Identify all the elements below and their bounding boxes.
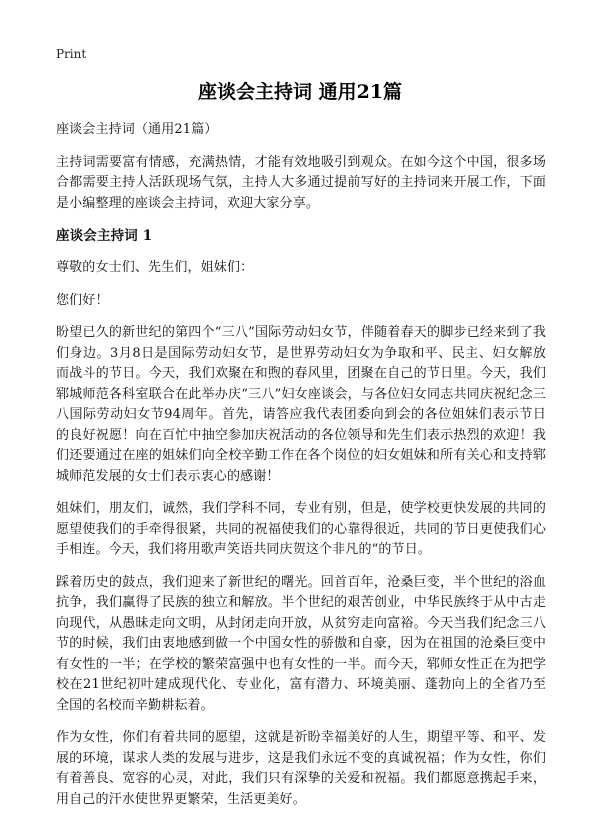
hello-line: 您们好！ xyxy=(56,292,109,308)
body-paragraph: 盼望已久的新世纪的第四个“三八”国际劳动妇女节，伴随着春天的脚步已经来到了我们身边。3月8日是国际劳动妇女节，是世界劳动妇女为争取和平、民主、妇女解放而战斗的节日。今天，我们欢聚在和煦的春风里，团聚在自己的节日里。今天，我们郓城师范各科室联合在此举办庆“三八”妇女座谈会，与各位妇女同志共同庆祝纪念三八国际劳动妇女节94周年。首先，请答应我代表团委向到会的各位姐妹们表示节日的良好祝愿！向在百忙中抽空参加庆祝活动的各位领导和先生们表示热烈的欢迎！我们还要通过在座的姐妹们向全校辛勤工作在各个岗位的妇女姐妹和所有关心和支持郓城师范发展的女士们表示衷心的感谢！ xyxy=(56,325,546,484)
body-paragraph: 作为女性，你们有着共同的愿望，这就是祈盼幸福美好的人生，期望平等、和平、发展的环境，谋求人类的发展与进步，这是我们永远不变的真诚祝福；作为女性，你们有着善良、宽容的心灵，对此，我们只有深挚的关爱和祝福。我们都愿意携起手来，用自己的汗水使世界更繁荣，生活更美好。 xyxy=(56,730,546,807)
intro-paragraph: 主持词需要富有情感，充满热情，才能有效地吸引到观众。在如今这个中国，很多场合都需要主持人活跃现场气氛，主持人大多通过提前写好的主持词来开展工作，下面是小编整理的座谈会主持词，欢迎大家分享。 xyxy=(56,154,546,211)
greeting-line: 尊敬的女士们、先生们，姐妹们： xyxy=(56,260,254,275)
print-link[interactable]: Print xyxy=(56,47,87,61)
page-title: 座谈会主持词 通用21篇 xyxy=(197,81,403,103)
article-body xyxy=(56,120,546,822)
body-paragraph: 踩着历史的鼓点，我们迎来了新世纪的曙光。回首百年，沧桑巨变，半个世纪的浴血抗争，我们赢得了民族的独立和解放。半个世纪的艰苦创业，中华民族终于从中古走向现代，从愚昧走向文明，从封闭走向开放，从贫穷走向富裕。今天当我们纪念三八节的时候，我们由衷地感到做一个中国女性的骄傲和自豪，因为在祖国的沧桑巨变中有女性的一半；在学校的繁荣富强中也有女性的一半。而今天，郓师女性正在为把学校在21世纪初叶建成现代化、专业化，富有潜力、环境美丽、蓬勃向上的全省乃至全国的名校而辛勤耕耘着。 xyxy=(56,574,546,713)
body-paragraph: 姐妹们，朋友们，诚然，我们学科不同，专业有别，但是，使学校更快发展的共同的愿望使我们的手牵得很紧，共同的祝福使我们的心靠得很近，共同的节日更使我们心手相连。今天，我们将用歌声笑语共同庆贺这个非凡的“的节日。 xyxy=(56,501,546,557)
article-subtitle: 座谈会主持词（通用21篇） xyxy=(56,122,218,137)
section-heading: 座谈会主持词 1 xyxy=(56,228,153,244)
